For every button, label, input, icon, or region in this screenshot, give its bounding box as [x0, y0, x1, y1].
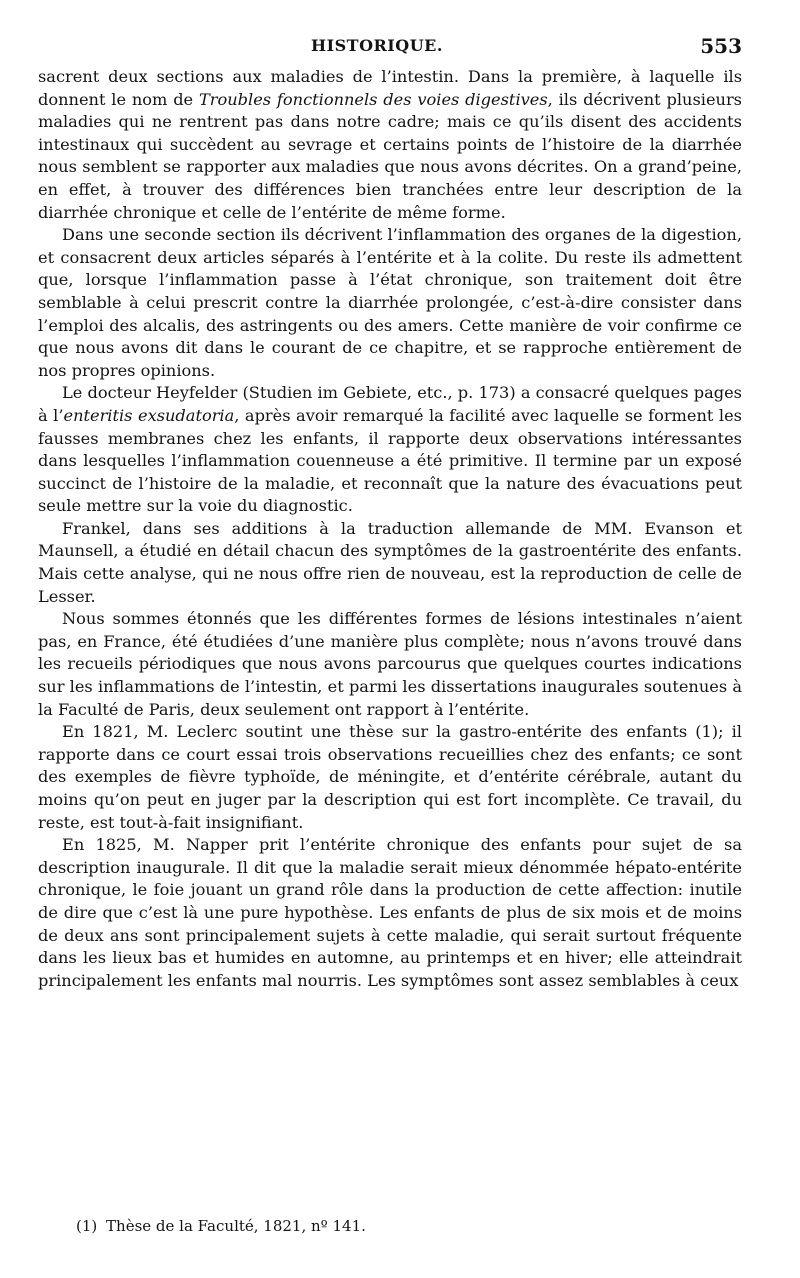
footnote-text: Thèse de la Faculté, 1821, nº 141. — [106, 1217, 366, 1235]
body-text — [38, 66, 742, 992]
paragraph — [38, 721, 742, 834]
text-run: Dans une seconde section ils décrivent l’inflammation des organes de la digestion, et consacrent deux articles séparés à l’entérite et à la colite. Du reste ils admettent que, lorsque l’inflammation passe à l’état chronique, son traitement doit être semblable à celui prescrit contre la diarrhée prolongée, c’est-à-dire consister dans l’emploi des alcalis, des astringents ou des amers. Cette manière de voir confirme ce que nous avons dit dans le courant de ce chapitre, et se rapproche entièrement de nos propres opinions. — [38, 225, 742, 380]
text-run: , après avoir remarqué la facilité avec laquelle se forment les fausses membranes chez les enfants, il rapporte deux observations intéressantes dans lesquelles l’inflammation couenneuse a été primitive. Il termine par un exposé succinct de l’histoire de la maladie, et reconnaît que la nature des évacuations peut seule mettre sur la voie du diagnostic. — [38, 405, 742, 516]
page-header — [38, 26, 742, 66]
page-number: 553 — [700, 34, 742, 58]
footnote-marker: (1) — [76, 1217, 98, 1235]
text-run: En 1821, M. Leclerc soutint une thèse sur la gastro-entérite des enfants (1); il rapporte dans ce court essai trois observations recueillies chez des enfants; ce sont des exemples de fièvre typhoïde, de méningite, et d’entérite cérébrale, autant du moins qu’on peut en juger par la description qui est fort incomplète. Ce travail, du reste, est tout-à-fait insignifiant. — [38, 722, 742, 832]
text-run: Le docteur Heyfelder (Studien im Gebiete, etc., p. 173) a consacré quelques pages à l’ — [38, 383, 742, 425]
book-page — [38, 26, 742, 992]
text-run: Nous sommes étonnés que les différentes formes de lésions intestinales n’aient pas, en France, été étudiées d’une manière plus complète; nous n’avons trouvé dans les recueils périodiques que nous avons parcourus que quelques courtes indications sur les inflammations de l’intestin, et parmi les dissertations inaugurales soutenues à la Faculté de Paris, deux seulement ont rapport à l’entérite. — [38, 609, 742, 719]
paragraph — [38, 834, 742, 992]
italic-phrase: Troubles fonctionnels des voies digestives — [198, 89, 548, 109]
text-run: sacrent deux sections aux maladies de l’intestin. Dans la première, à laquelle ils donnent le nom de — [38, 67, 742, 109]
paragraph — [38, 518, 742, 608]
paragraph — [38, 224, 742, 382]
paragraph — [38, 382, 742, 518]
italic-phrase: enteritis exsudatoria — [63, 405, 235, 425]
text-run: En 1825, M. Napper prit l’entérite chronique des enfants pour sujet de sa description inaugurale. Il dit que la maladie serait mieux dénommée hépato-entérite chronique, le foie jouant un grand rôle dans la production de cette affection: inutile de dire que c’est là une pure hypothèse. Les enfants de plus de six mois et de moins de deux ans sont principalement sujets à cette maladie, qui serait surtout fréquente dans les lieux bas et humides en automne, au printemps et en hiver; elle atteindrait principalement les enfants mal nourris. Les symptômes sont assez semblables à ceux — [38, 835, 742, 990]
paragraph-continuation — [38, 66, 742, 224]
footnote — [38, 1217, 742, 1235]
text-run: Frankel, dans ses additions à la traduction allemande de MM. Evanson et Maunsell, a étudié en détail chacun des symptômes de la gastroentérite des enfants. Mais cette analyse, qui ne nous offre rien de nouveau, est la reproduction de celle de Lesser. — [38, 518, 742, 606]
paragraph — [38, 608, 742, 721]
running-head: HISTORIQUE. — [311, 36, 443, 55]
text-run: , ils décrivent plusieurs maladies qui ne rentrent pas dans notre cadre; mais ce qu’ils disent des accidents intestinaux qui succèdent au sevrage et certains points de l’histoire de la diarrhée nous semblent se rapporter aux maladies que nous avons décrites. On a grand’peine, en effet, à trouver des différences bien tranchées entre leur description de la diarrhée chronique et celle de l’entérite de même forme. — [38, 89, 742, 222]
